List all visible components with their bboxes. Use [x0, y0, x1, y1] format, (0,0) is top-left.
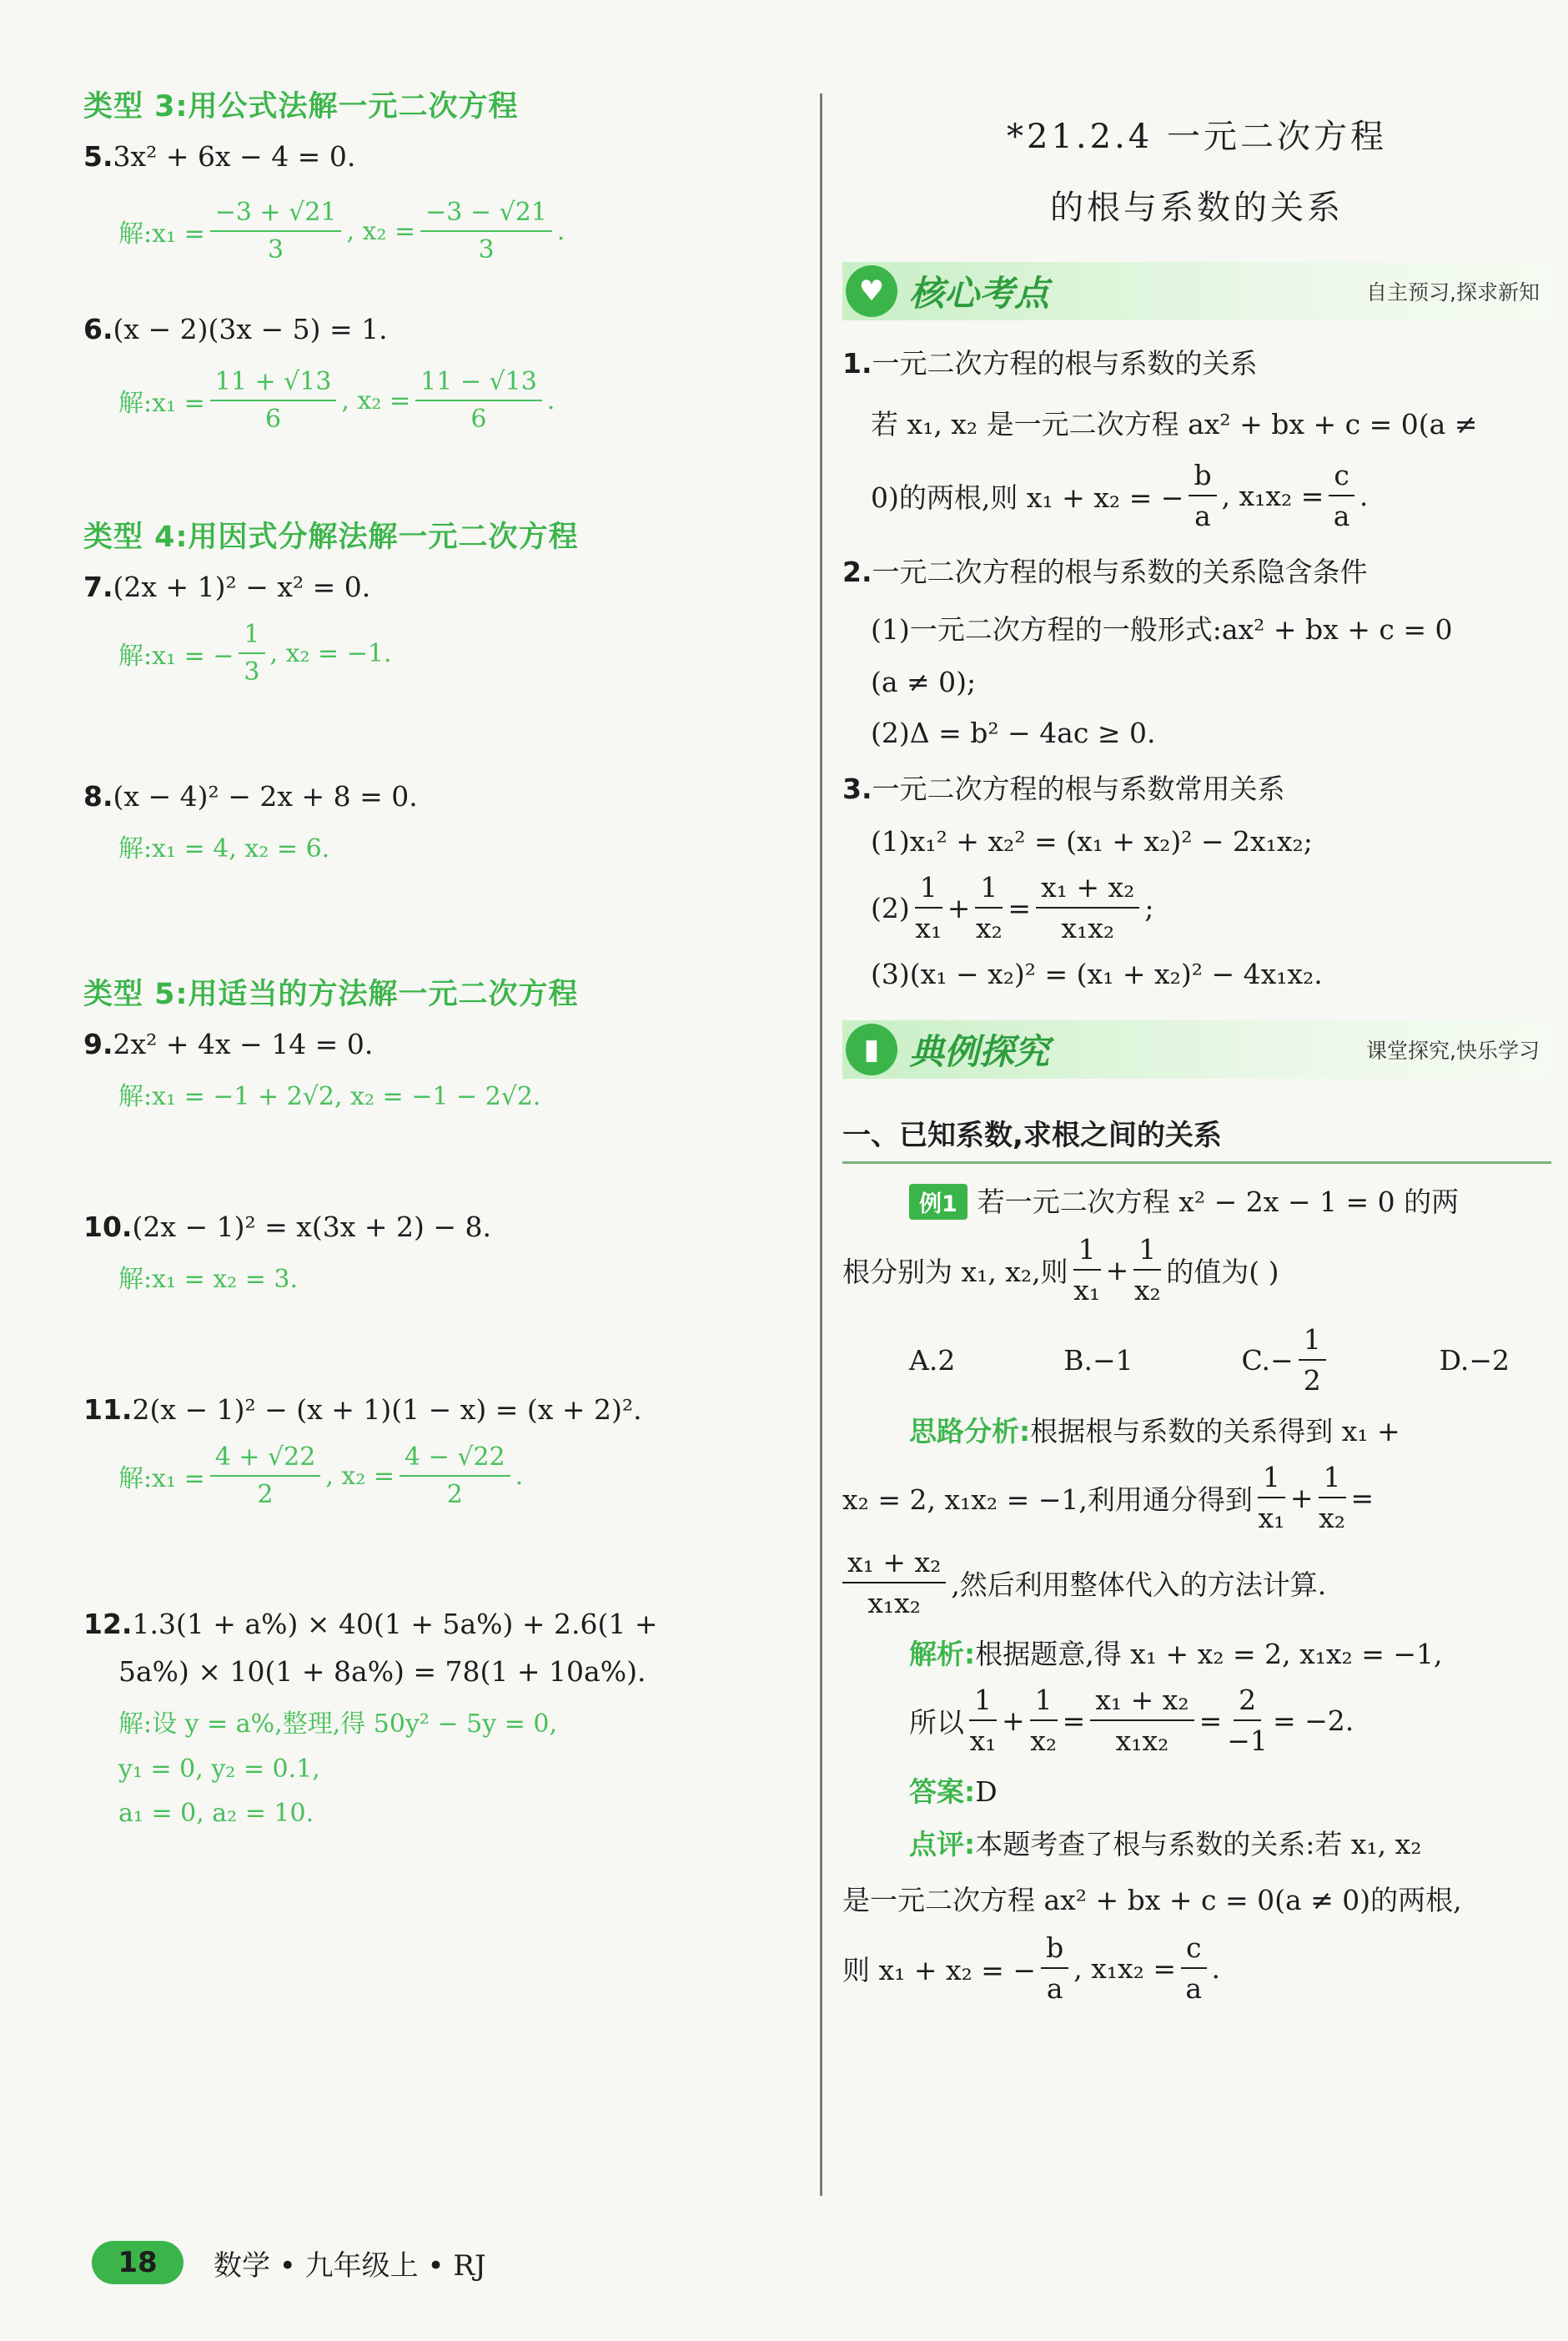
- answer-options: [909, 1323, 1510, 1397]
- option-a[interactable]: A.2: [909, 1343, 956, 1377]
- core-points-banner: ♥ 核心考点 自主预习,探求新知: [842, 262, 1551, 320]
- fraction: $\frac{11 - √13}{6}$: [415, 367, 542, 434]
- fraction: $\frac{1}{2}$: [1299, 1323, 1326, 1397]
- example-1: 例1 若一元二次方程 x² − 2x − 1 = 0 的两: [909, 1181, 1551, 1220]
- fraction: $\frac{1}{\text{x₁}}$: [1258, 1461, 1285, 1534]
- option-c[interactable]: C.− $\frac{1}{2}$: [1241, 1323, 1330, 1397]
- point-3-line3: (3)(x₁ − x₂)² = (x₁ + x₂)² − 4x₁x₂.: [871, 958, 1323, 990]
- point-2-line2: (a ≠ 0);: [871, 666, 977, 698]
- fraction: $\frac{b}{a}$: [1189, 459, 1216, 532]
- point-2-line1: (1)一元二次方程的一般形式:ax² + bx + c = 0: [871, 613, 1453, 646]
- fraction: $\frac{4 - √22}{2}$: [400, 1442, 510, 1509]
- point-2-line3: (2)Δ = b² − 4ac ≥ 0.: [871, 717, 1156, 749]
- chart-icon: ▮: [846, 1024, 897, 1075]
- fraction: $\frac{-3 - √21}{3}$: [420, 198, 552, 264]
- problem-12-cont: 5a%) × 10(1 + 8a%) = 78(1 + 10a%).: [118, 1655, 646, 1688]
- analysis-line2: x₂ = 2, x₁x₂ = −1,利用通分得到 $\frac{1}{\text{x₁}}$ + $\frac{1}{\text{x₂}}$ =: [842, 1461, 1375, 1534]
- point-2: 2.一元二次方程的根与系数的关系隐含条件: [842, 556, 1368, 588]
- point-3-line1: (1)x₁² + x₂² = (x₁ + x₂)² − 2x₁x₂;: [871, 825, 1313, 858]
- type4-heading: 类型 4:用因式分解法解一元二次方程: [83, 521, 579, 554]
- solution-7: 解:x₁ = − $\frac{1}{3}$ , x₂ = −1.: [118, 620, 392, 687]
- fraction: $\frac{1}{3}$: [239, 620, 264, 687]
- book-info: 数学 • 九年级上 • RJ: [214, 2248, 486, 2283]
- fraction: $\frac{\text{x₁ + x₂}}{\text{x₁x₂}}$: [1090, 1684, 1194, 1757]
- right-column: [842, 83, 1551, 2005]
- option-d[interactable]: D.−2: [1439, 1343, 1510, 1377]
- example-badge: 例1: [909, 1184, 967, 1220]
- examples-banner: ▮ 典例探究 课堂探究,快乐学习: [842, 1020, 1551, 1079]
- point-1-line1: 若 x₁, x₂ 是一元二次方程 ax² + bx + c = 0(a ≠: [871, 408, 1478, 441]
- fraction: $\frac{1}{\text{x₂}}$: [1133, 1233, 1161, 1306]
- solution-12-line2: y₁ = 0, y₂ = 0.1,: [118, 1754, 320, 1784]
- section-title: *21.2.4 一元二次方程: [1007, 118, 1387, 156]
- point-3: 3.一元二次方程的根与系数常用关系: [842, 773, 1285, 805]
- heart-icon: ♥: [846, 265, 897, 317]
- solution-10: 解:x₁ = x₂ = 3.: [118, 1265, 299, 1294]
- column-divider: [820, 93, 822, 2196]
- fraction: $\frac{\text{x₁ + x₂}}{\text{x₁x₂}}$: [842, 1546, 946, 1619]
- section-subtitle: 的根与系数的关系: [1050, 189, 1344, 227]
- point-1: 1.一元二次方程的根与系数的关系: [842, 347, 1258, 380]
- problem-10: 10.(2x − 1)² = x(3x + 2) − 8.: [83, 1211, 492, 1243]
- fraction: $\frac{1}{\text{x₁}}$: [1073, 1233, 1101, 1306]
- fraction: $\frac{11 + √13}{6}$: [210, 367, 337, 434]
- fraction: $\frac{c}{a}$: [1329, 459, 1354, 532]
- comment-line1: 点评:本题考查了根与系数的关系:若 x₁, x₂: [909, 1828, 1422, 1860]
- fraction: $\frac{1}{\text{x₁}}$: [915, 871, 942, 944]
- fraction: $\frac{1}{\text{x₂}}$: [975, 871, 1003, 944]
- solution-12-line1: 解:设 y = a%,整理,得 50y² − 5y = 0,: [118, 1709, 558, 1739]
- problem-6: 6.(x − 2)(3x − 5) = 1.: [83, 313, 388, 345]
- fraction: $\frac{4 + √22}{2}$: [210, 1442, 321, 1509]
- fraction: $\frac{b}{a}$: [1041, 1931, 1068, 2005]
- comment-line3: 则 x₁ + x₂ = − $\frac{b}{a}$ , x₁x₂ = $\frac{c}{a}$ .: [842, 1931, 1221, 2005]
- solution-6: 解:x₁ = $\frac{11 + √13}{6}$ , x₂ = $\frac{11 - √13}{6}$ .: [118, 367, 555, 434]
- solution-9: 解:x₁ = −1 + 2√2, x₂ = −1 − 2√2.: [118, 1082, 541, 1111]
- section-heading-1: 一、已知系数,求根之间的关系: [842, 1112, 1551, 1164]
- left-column: [83, 83, 801, 1828]
- fraction: $\frac{2}{-1}$: [1227, 1684, 1268, 1757]
- problem-12: 12.1.3(1 + a%) × 40(1 + 5a%) + 2.6(1 +: [83, 1608, 658, 1640]
- type5-heading: 类型 5:用适当的方法解一元二次方程: [83, 978, 579, 1011]
- type3-heading: 类型 3:用公式法解一元二次方程: [83, 90, 519, 123]
- solution-11: 解:x₁ = $\frac{4 + √22}{2}$ , x₂ = $\frac{4 - √22}{2}$ .: [118, 1442, 524, 1509]
- problem-5: 5.3x² + 6x − 4 = 0.: [83, 140, 356, 173]
- solution-line2: 所以 $\frac{1}{\text{x₁}}$ + $\frac{1}{\text{x₂}}$ = $\frac{\text{x₁ + x₂}}{\text{x₁x₂}}$ = $\frac{2}{-1}$ = −2.: [909, 1684, 1354, 1757]
- analysis-line3: $\frac{\text{x₁ + x₂}}{\text{x₁x₂}}$ ,然后利用整体代入的方法计算.: [842, 1546, 1551, 1619]
- problem-8: 8.(x − 4)² − 2x + 8 = 0.: [83, 780, 418, 813]
- fraction: $\frac{1}{\text{x₂}}$: [1319, 1461, 1345, 1534]
- solution-12-line3: a₁ = 0, a₂ = 10.: [118, 1799, 314, 1828]
- option-b[interactable]: B.−1: [1063, 1343, 1133, 1377]
- solution-8: 解:x₁ = 4, x₂ = 6.: [118, 834, 330, 863]
- solution-5: 解:x₁ = $\frac{-3 + √21}{3}$ , x₂ = $\frac{-3 - √21}{3}$ .: [118, 198, 565, 264]
- problem-11: 11.2(x − 1)² − (x + 1)(1 − x) = (x + 2)².: [83, 1393, 642, 1426]
- answer-line: 答案:D: [909, 1775, 998, 1808]
- fraction: $\frac{-3 + √21}{3}$: [210, 198, 342, 264]
- page-footer: [92, 2241, 486, 2284]
- fraction: $\frac{1}{\text{x₂}}$: [1030, 1684, 1058, 1757]
- comment-line2: 是一元二次方程 ax² + bx + c = 0(a ≠ 0)的两根,: [842, 1884, 1462, 1916]
- fraction: $\frac{\text{x₁ + x₂}}{\text{x₁x₂}}$: [1036, 871, 1139, 944]
- problem-7: 7.(2x + 1)² − x² = 0.: [83, 571, 371, 603]
- page-number: 18: [92, 2241, 183, 2284]
- problem-9: 9.2x² + 4x − 14 = 0.: [83, 1028, 374, 1060]
- point-3-line2: (2) $\frac{1}{\text{x₁}}$ + $\frac{1}{\text{x₂}}$ = $\frac{\text{x₁ + x₂}}{\text{x₁x₂}}$ ;: [871, 871, 1154, 944]
- fraction: $\frac{1}{\text{x₁}}$: [969, 1684, 997, 1757]
- analysis-line1: 思路分析:根据根与系数的关系得到 x₁ +: [909, 1415, 1400, 1447]
- solution-line1: 解析:根据题意,得 x₁ + x₂ = 2, x₁x₂ = −1,: [909, 1638, 1443, 1670]
- fraction: $\frac{c}{a}$: [1181, 1931, 1206, 2005]
- point-1-line2: 0)的两根,则 x₁ + x₂ = − $\frac{b}{a}$ , x₁x₂ = $\frac{c}{a}$ .: [871, 459, 1369, 532]
- example-1-line2: 根分别为 x₁, x₂,则 $\frac{1}{\text{x₁}}$ + $\frac{1}{\text{x₂}}$ 的值为( ): [842, 1233, 1279, 1306]
